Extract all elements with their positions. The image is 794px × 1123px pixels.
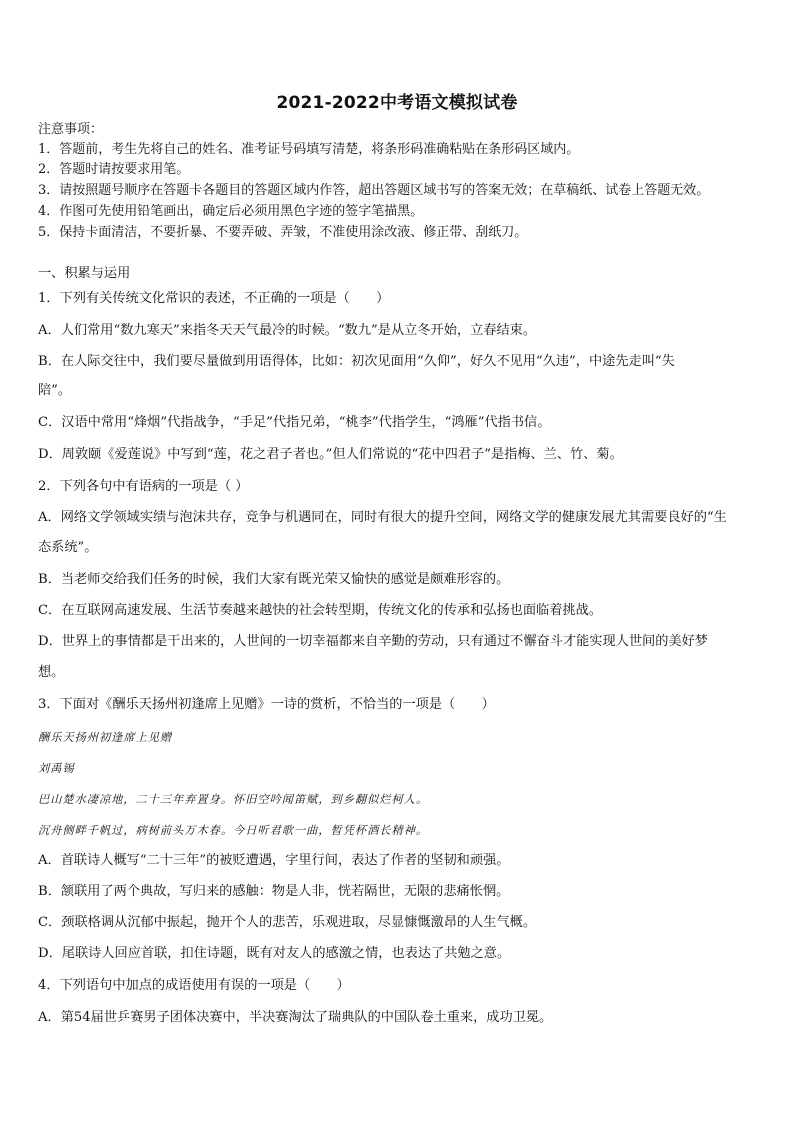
notice-item-3: 3．请按照题号顺序在答题卡各题目的答题区域内作答，超出答题区域书写的答案无效；在草稿纸、试卷上答题无效。 [38, 183, 710, 198]
notice-item-1: 1．答题前，考生先将自己的姓名、准考证号码填写清楚，将条形码准确粘贴在条形码区域内。 [38, 142, 580, 157]
q3-stem: 3．下面对《酬乐天扬州初逢席上见赠》一诗的赏析，不恰当的一项是（ ） [38, 697, 495, 712]
q1-option-d: D．周敦颐《爱莲说》中写到“莲，花之君子者也。”但人们常说的“花中四君子”是指梅、兰、竹、菊。 [38, 447, 623, 462]
q3-option-b: B．颔联用了两个典故，写归来的感触：物是人非，恍若隔世，无限的悲痛怅惘。 [38, 884, 510, 899]
notice-item-4: 4．作图可先使用铅笔画出，确定后必须用黑色字迹的签字笔描黑。 [38, 204, 424, 219]
q1-option-b: B．在人际交往中，我们要尽量做到用语得体，比如：初次见面用“久仰”，好久不见用“久违”，中途先走叫“失 [38, 354, 675, 369]
notice-item-2: 2．答题时请按要求用笔。 [38, 162, 190, 177]
q2-option-d-cont: 想。 [38, 665, 65, 680]
poem-author: 刘禹锡 [38, 762, 75, 775]
q4-stem: 4．下列语句中加点的成语使用有误的一项是（ ） [38, 978, 350, 993]
q3-option-a: A．首联诗人概写“二十三年”的被贬遭遇，字里行间，表达了作者的坚韧和顽强。 [38, 853, 510, 868]
q1-option-a: A．人们常用“数九寒天”来指冬天天气最冷的时候。“数九”是从立冬开始，立春结束。 [38, 323, 537, 338]
q3-option-c: C．颈联格调从沉郁中振起，抛开个人的悲苦，乐观进取，尽显慷慨激昂的人生气概。 [38, 915, 537, 930]
notice-heading: 注意事项： [38, 122, 104, 137]
q2-option-a-cont: 态系统”。 [38, 540, 98, 555]
q2-option-d: D．世界上的事情都是干出来的，人世间的一切幸福都来自辛勤的劳动，只有通过不懈奋斗才能实现人世间的美好梦 [38, 634, 708, 649]
q3-option-d: D．尾联诗人回应首联，扣住诗题，既有对友人的感激之情，也表达了共勉之意。 [38, 946, 511, 961]
q2-option-a: A．网络文学领域实绩与泡沫共存，竞争与机遇同在，同时有很大的提升空间，网络文学的健康发展尤其需要良好的“生 [38, 510, 727, 525]
poem-title: 酬乐天扬州初逢席上见赠 [38, 731, 173, 744]
poem-line-1: 巴山楚水凄凉地，二十三年弃置身。怀旧空吟闻笛赋，到乡翻似烂柯人。 [38, 793, 429, 806]
poem-line-2: 沉舟侧畔千帆过，病树前头万木春。今日听君歌一曲，暂凭杯酒长精神。 [38, 824, 429, 837]
section-heading: 一、积累与运用 [38, 266, 131, 281]
q1-option-c: C．汉语中常用“烽烟”代指战争，“手足”代指兄弟，“桃李”代指学生，“鸿雁”代指书信。 [38, 415, 551, 430]
q1-stem: 1．下列有关传统文化常识的表述，不正确的一项是（ ） [38, 291, 390, 306]
page-title: 2021-2022中考语文模拟试卷 [276, 93, 518, 113]
q4-option-a: A．第54届世乒赛男子团体决赛中，半决赛淘汰了瑞典队的中国队卷土重来，成功卫冕。 [38, 1010, 553, 1025]
q2-stem: 2．下列各句中有语病的一项是（ ） [38, 479, 249, 494]
q2-option-c: C．在互联网高速发展、生活节奏越来越快的社会转型期，传统文化的传承和弘扬也面临着挑战。 [38, 603, 602, 618]
q2-option-b: B．当老师交给我们任务的时候，我们大家有既光荣又愉快的感觉是颇难形容的。 [38, 572, 510, 587]
notice-item-5: 5．保持卡面清洁，不要折暴、不要弄破、弄皱，不准使用涂改液、修正带、刮纸刀。 [38, 225, 528, 240]
q1-option-b-cont: 陪”。 [38, 383, 72, 398]
